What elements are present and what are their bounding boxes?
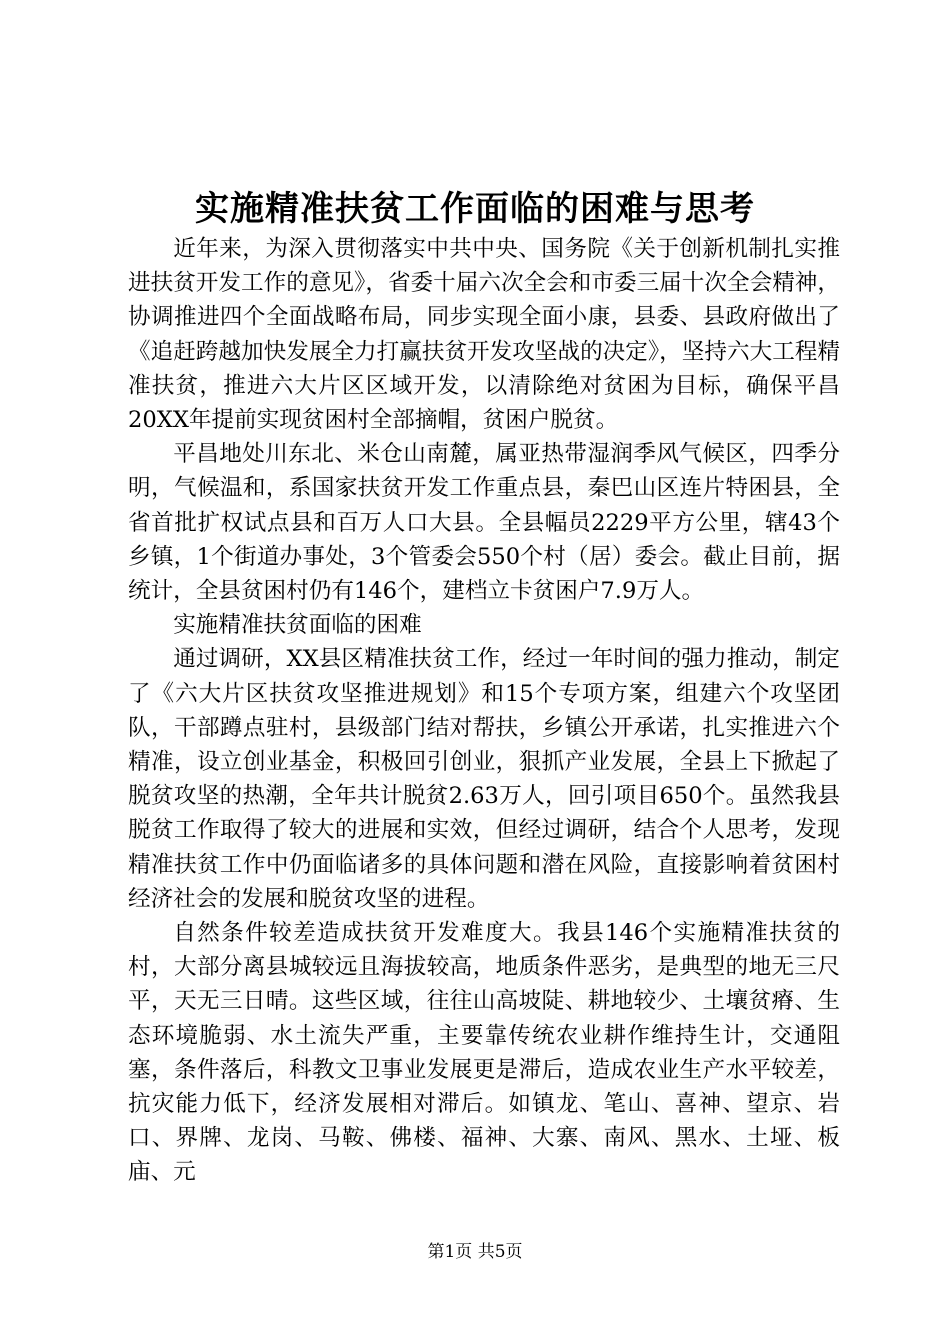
paragraph-county-overview: 平昌地处川东北、米仓山南麓，属亚热带湿润季风气候区，四季分明，气候温和，系国家扶贫开发工作重点县，秦巴山区连片特困县，全省首批扩权试点县和百万人口大县。全县幅员2229平方公里，辖43个乡镇，1个街道办事处，3个管委会550个村（居）委会。截止目前，据统计，全县贫困村仍有146个，建档立卡贫困户7.9万人。	[128, 441, 840, 605]
page-number-footer: 第1页 共5页	[427, 1242, 523, 1262]
document-body	[128, 232, 840, 1190]
document-title: 实施精准扶贫工作面临的困难与思考	[195, 189, 755, 229]
section-heading-difficulties: 实施精准扶贫面临的困难	[173, 612, 422, 639]
paragraph-survey-results: 通过调研，XX县区精准扶贫工作，经过一年时间的强力推动，制定了《六大片区扶贫攻坚推进规划》和15个专项方案，组建六个攻坚团队，干部蹲点驻村，县级部门结对帮扶，乡镇公开承诺，扎实推进六个精准，设立创业基金，积极回引创业，狠抓产业发展，全县上下掀起了脱贫攻坚的热潮，全年共计脱贫2.63万人，回引项目650个。虽然我县脱贫工作取得了较大的进展和实效，但经过调研，结合个人思考，发现精准扶贫工作中仍面临诸多的具体问题和潜在风险，直接影响着贫困村经济社会的发展和脱贫攻坚的进程。	[128, 646, 840, 912]
paragraph-natural-conditions: 自然条件较差造成扶贫开发难度大。我县146个实施精准扶贫的村，大部分离县城较远且海拔较高，地质条件恶劣，是典型的地无三尺平，天无三日晴。这些区域，往往山高坡陡、耕地较少、土壤贫瘠、生态环境脆弱、水土流失严重，主要靠传统农业耕作维持生计，交通阻塞，条件落后，科教文卫事业发展更是滞后，造成农业生产水平较差，抗灾能力低下，经济发展相对滞后。如镇龙、笔山、喜神、望京、岩口、界牌、龙岗、马鞍、佛楼、福神、大寨、南风、黑水、土垭、板庙、元	[128, 920, 840, 1186]
paragraph-intro: 近年来，为深入贯彻落实中共中央、国务院《关于创新机制扎实推进扶贫开发工作的意见》，省委十届六次全会和市委三届十次全会精神，协调推进四个全面战略布局，同步实现全面小康，县委、县政府做出了《追赶跨越加快发展全力打赢扶贫开发攻坚战的决定》，坚持六大工程精准扶贫，推进六大片区区域开发，以清除绝对贫困为目标，确保平昌20XX年提前实现贫困村全部摘帽，贫困户脱贫。	[128, 236, 840, 434]
